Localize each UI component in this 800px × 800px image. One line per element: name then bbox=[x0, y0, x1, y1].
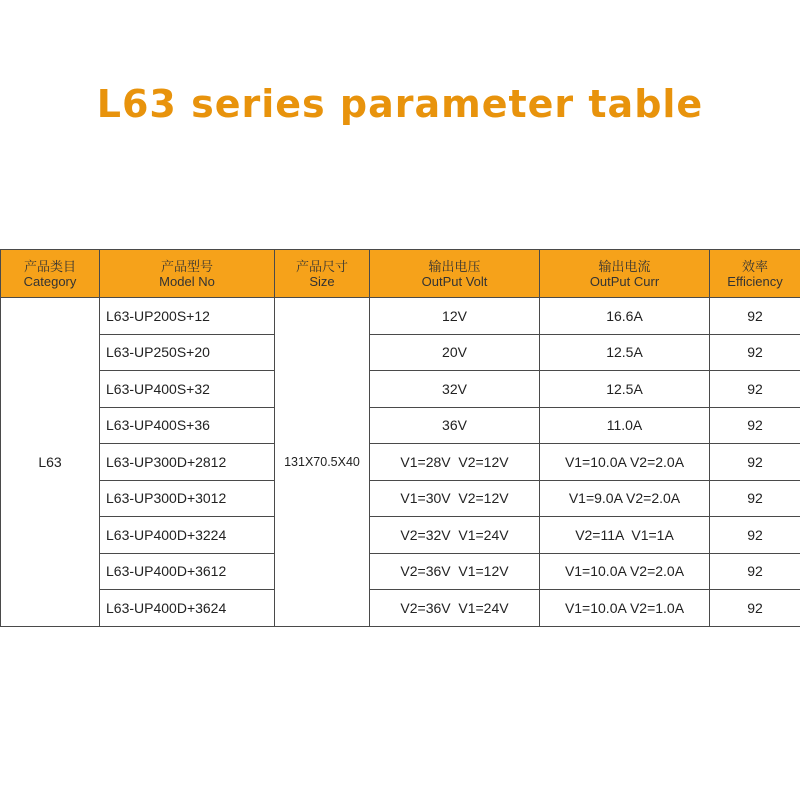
curr-cell: 12.5A bbox=[540, 334, 710, 371]
table-row bbox=[1, 553, 800, 590]
header-size: 产品尺寸 Size bbox=[275, 250, 370, 298]
volt-cell: V1=30V V2=12V bbox=[370, 480, 540, 517]
table-row bbox=[1, 480, 800, 517]
table-row bbox=[1, 444, 800, 481]
header-category: 产品类目 Category bbox=[1, 250, 100, 298]
volt-cell: V2=32V V1=24V bbox=[370, 517, 540, 554]
volt-cell: 20V bbox=[370, 334, 540, 371]
parameter-table-container bbox=[0, 249, 800, 627]
model-cell: L63-UP200S+12 bbox=[100, 298, 275, 335]
model-cell: L63-UP300D+3012 bbox=[100, 480, 275, 517]
header-output-curr: 输出电流 OutPut Curr bbox=[540, 250, 710, 298]
model-cell: L63-UP400D+3224 bbox=[100, 517, 275, 554]
volt-cell: V2=36V V1=24V bbox=[370, 590, 540, 627]
eff-cell: 92 bbox=[710, 371, 800, 408]
volt-cell: 12V bbox=[370, 298, 540, 335]
model-cell: L63-UP400S+32 bbox=[100, 371, 275, 408]
curr-cell: 11.0A bbox=[540, 407, 710, 444]
eff-cell: 92 bbox=[710, 553, 800, 590]
eff-cell: 92 bbox=[710, 334, 800, 371]
volt-cell: 36V bbox=[370, 407, 540, 444]
header-output-volt: 输出电压 OutPut Volt bbox=[370, 250, 540, 298]
volt-cell: 32V bbox=[370, 371, 540, 408]
curr-cell: V2=11A V1=1A bbox=[540, 517, 710, 554]
category-cell: L63 bbox=[1, 298, 100, 627]
curr-cell: V1=10.0A V2=1.0A bbox=[540, 590, 710, 627]
eff-cell: 92 bbox=[710, 590, 800, 627]
table-row bbox=[1, 517, 800, 554]
curr-cell: 12.5A bbox=[540, 371, 710, 408]
header-efficiency: 效率 Efficiency bbox=[710, 250, 800, 298]
size-cell: 131X70.5X40 bbox=[275, 298, 370, 627]
table-header-row bbox=[1, 250, 800, 298]
curr-cell: V1=10.0A V2=2.0A bbox=[540, 553, 710, 590]
parameter-table bbox=[0, 249, 800, 627]
curr-cell: 16.6A bbox=[540, 298, 710, 335]
table-row bbox=[1, 407, 800, 444]
table-row bbox=[1, 371, 800, 408]
eff-cell: 92 bbox=[710, 407, 800, 444]
table-row bbox=[1, 298, 800, 335]
eff-cell: 92 bbox=[710, 517, 800, 554]
eff-cell: 92 bbox=[710, 480, 800, 517]
curr-cell: V1=10.0A V2=2.0A bbox=[540, 444, 710, 481]
page-title: L63 series parameter table bbox=[96, 82, 704, 126]
model-cell: L63-UP300D+2812 bbox=[100, 444, 275, 481]
eff-cell: 92 bbox=[710, 298, 800, 335]
model-cell: L63-UP400D+3612 bbox=[100, 553, 275, 590]
model-cell: L63-UP250S+20 bbox=[100, 334, 275, 371]
model-cell: L63-UP400D+3624 bbox=[100, 590, 275, 627]
header-model: 产品型号 Model No bbox=[100, 250, 275, 298]
curr-cell: V1=9.0A V2=2.0A bbox=[540, 480, 710, 517]
table-row bbox=[1, 590, 800, 627]
volt-cell: V1=28V V2=12V bbox=[370, 444, 540, 481]
table-row bbox=[1, 334, 800, 371]
eff-cell: 92 bbox=[710, 444, 800, 481]
model-cell: L63-UP400S+36 bbox=[100, 407, 275, 444]
volt-cell: V2=36V V1=12V bbox=[370, 553, 540, 590]
